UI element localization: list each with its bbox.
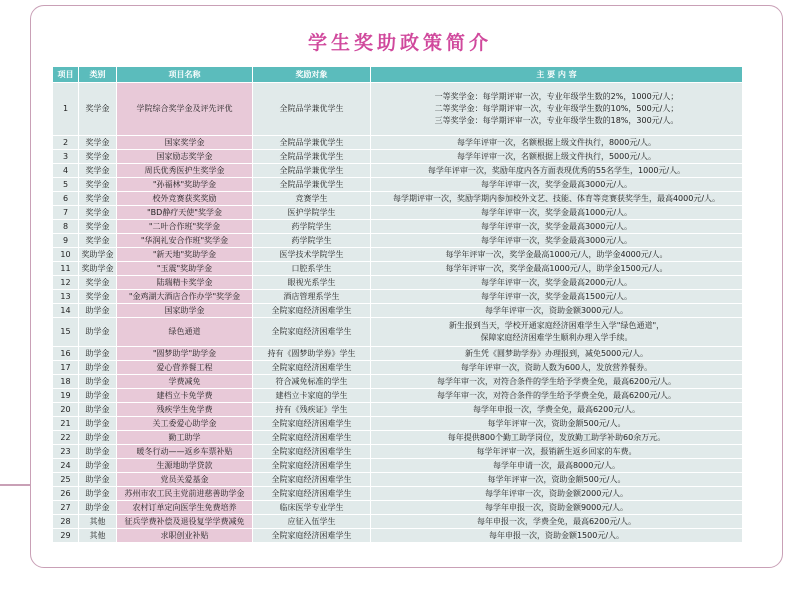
- content-line: 每学年评审一次，奖学金最高3000元/人。: [480, 179, 633, 189]
- cell-target: 眼视光系学生: [253, 276, 371, 290]
- cell-category: 其他: [79, 529, 117, 543]
- cell-content: [371, 220, 743, 234]
- cell-project-name: 求职创业补贴: [117, 529, 253, 543]
- table-row: [53, 206, 743, 220]
- cell-category: 奖学金: [79, 136, 117, 150]
- cell-project-name: 爱心营养餐工程: [117, 361, 253, 375]
- table-row: [53, 515, 743, 529]
- cell-target: 全院家庭经济困难学生: [253, 473, 371, 487]
- cell-category: 奖学金: [79, 220, 117, 234]
- table-row: [53, 262, 743, 276]
- content-line: 每学年申报一次，学费全免，最高6200元/人。: [472, 404, 641, 414]
- cell-project-name: 残疾学生免学费: [117, 403, 253, 417]
- cell-target: 全院家庭经济困难学生: [253, 529, 371, 543]
- cell-content: [371, 234, 743, 248]
- table-row: [53, 417, 743, 431]
- header-no: 项目: [53, 67, 79, 83]
- content-line: 一等奖学金：每学期评审一次，专业年级学生数的2%，1000元/人；: [434, 92, 679, 101]
- cell-target: 全院品学兼优学生: [253, 164, 371, 178]
- cell-content: [371, 318, 743, 347]
- cell-project-name: "新天地"奖助学金: [117, 248, 253, 262]
- content-line: 每学年评审一次，奖学金最高1500元/人。: [480, 291, 633, 301]
- cell-project-name: 征兵学费补偿及退役复学学费减免: [117, 515, 253, 529]
- cell-content: [371, 389, 743, 403]
- table-row: [53, 445, 743, 459]
- cell-content: [371, 375, 743, 389]
- cell-target: 临床医学专业学生: [253, 501, 371, 515]
- cell-content: [371, 459, 743, 473]
- content-line: 每年申报一次，资助金额1500元/人。: [488, 530, 625, 540]
- cell-category: 奖学金: [79, 276, 117, 290]
- cell-target: 医护学院学生: [253, 206, 371, 220]
- cell-no: 24: [53, 459, 79, 473]
- cell-content: [371, 361, 743, 375]
- cell-no: 7: [53, 206, 79, 220]
- page-title: 学生奖助政策简介: [307, 32, 492, 54]
- cell-no: 21: [53, 417, 79, 431]
- cell-no: 25: [53, 473, 79, 487]
- cell-target: 全院家庭经济困难学生: [253, 459, 371, 473]
- content-line: 每学年申报一次，资助金额9000元/人。: [484, 502, 629, 512]
- cell-category: 奖学金: [79, 83, 117, 136]
- content-line: 每学年评审一次，名额根据上级文件执行，5000元/人。: [456, 151, 657, 161]
- cell-project-name: 学院综合奖学金及评先评优: [117, 83, 253, 136]
- content-line: 三等奖学金：每学期评审一次，专业年级学生数的18%，300元/人。: [434, 116, 679, 125]
- content-line: 每年提供800个勤工助学岗位，发放勤工助学补助60余万元。: [447, 432, 666, 442]
- cell-category: 奖助学金: [79, 262, 117, 276]
- cell-content: [371, 136, 743, 150]
- cell-content: [371, 431, 743, 445]
- cell-project-name: 党员关爱基金: [117, 473, 253, 487]
- cell-content: [371, 164, 743, 178]
- table-row: [53, 473, 743, 487]
- cell-content: [371, 248, 743, 262]
- cell-target: 全院品学兼优学生: [253, 136, 371, 150]
- cell-project-name: 勤工助学: [117, 431, 253, 445]
- content-line: 每学年评审一次，报销新生返乡回家的车费。: [476, 446, 637, 456]
- content-line: 新生报到当天，学校开通家庭经济困难学生入学"绿色通道"，: [448, 321, 665, 330]
- cell-project-name: 国家奖学金: [117, 136, 253, 150]
- cell-no: 3: [53, 150, 79, 164]
- cell-category: 助学金: [79, 389, 117, 403]
- cell-no: 29: [53, 529, 79, 543]
- cell-category: 助学金: [79, 459, 117, 473]
- content-line: 每学年评审一次，奖学金最高1000元/人，助学金1500元/人。: [445, 263, 668, 273]
- cell-project-name: "二叶合作班"奖学金: [117, 220, 253, 234]
- cell-no: 9: [53, 234, 79, 248]
- cell-no: 27: [53, 501, 79, 515]
- cell-target: 口腔系学生: [253, 262, 371, 276]
- cell-no: 14: [53, 304, 79, 318]
- cell-content: [371, 178, 743, 192]
- cell-content: [371, 192, 743, 206]
- cell-target: 符合减免标准的学生: [253, 375, 371, 389]
- cell-target: 全院家庭经济困难学生: [253, 417, 371, 431]
- cell-category: 奖学金: [79, 234, 117, 248]
- cell-category: 助学金: [79, 403, 117, 417]
- table-row: [53, 234, 743, 248]
- cell-no: 23: [53, 445, 79, 459]
- table-row: [53, 220, 743, 234]
- cell-no: 20: [53, 403, 79, 417]
- cell-no: 22: [53, 431, 79, 445]
- table-row: [53, 150, 743, 164]
- cell-no: 19: [53, 389, 79, 403]
- cell-project-name: 国家励志奖学金: [117, 150, 253, 164]
- content-line: 每学年评审一次，奖学金最高2000元/人。: [480, 277, 633, 287]
- cell-category: 奖助学金: [79, 248, 117, 262]
- cell-target: 全院品学兼优学生: [253, 150, 371, 164]
- table-row: [53, 487, 743, 501]
- cell-project-name: "玉震"奖助学金: [117, 262, 253, 276]
- cell-project-name: 建档立卡免学费: [117, 389, 253, 403]
- cell-project-name: 校外竞赛获奖奖励: [117, 192, 253, 206]
- cell-project-name: 农村订单定向医学生免费培养: [117, 501, 253, 515]
- table-row: [53, 83, 743, 136]
- policy-table: [52, 66, 743, 543]
- cell-category: 奖学金: [79, 290, 117, 304]
- cell-category: 助学金: [79, 417, 117, 431]
- cell-category: 其他: [79, 515, 117, 529]
- cell-category: 助学金: [79, 361, 117, 375]
- cell-content: [371, 262, 743, 276]
- cell-content: [371, 304, 743, 318]
- table-row: [53, 178, 743, 192]
- table-row: [53, 248, 743, 262]
- content-line: 每学年评审一次，名额根据上级文件执行，8000元/人。: [456, 137, 657, 147]
- cell-target: 全院家庭经济困难学生: [253, 431, 371, 445]
- cell-content: [371, 290, 743, 304]
- table-row: [53, 403, 743, 417]
- content-line: 新生凭《圆梦助学券》办理报到，减免5000元/人。: [464, 348, 649, 358]
- cell-category: 助学金: [79, 473, 117, 487]
- cell-category: 助学金: [79, 445, 117, 459]
- table-row: [53, 290, 743, 304]
- content-line: 每学年评审一次，奖学金最高3000元/人。: [480, 221, 633, 231]
- table-row: [53, 318, 743, 347]
- content-line: 二等奖学金：每学期评审一次，专业年级学生数的10%，500元/人；: [434, 104, 679, 113]
- cell-project-name: 周氏优秀医护生奖学金: [117, 164, 253, 178]
- cell-no: 28: [53, 515, 79, 529]
- cell-no: 12: [53, 276, 79, 290]
- content-line: 每学年审一次，对符合条件的学生给予学费全免，最高6200元/人。: [436, 376, 677, 386]
- cell-project-name: "金鸡湖大酒店合作办学"奖学金: [117, 290, 253, 304]
- cell-category: 奖学金: [79, 164, 117, 178]
- content-line: 每学年评审一次，资助金额500元/人。: [487, 474, 626, 484]
- cell-no: 8: [53, 220, 79, 234]
- cell-project-name: "圆梦助学"助学金: [117, 347, 253, 361]
- content-line: 每学年评审一次，资助金额500元/人。: [487, 418, 626, 428]
- cell-category: 奖学金: [79, 150, 117, 164]
- cell-content: [371, 473, 743, 487]
- cell-category: 助学金: [79, 347, 117, 361]
- cell-target: 医学技术学院学生: [253, 248, 371, 262]
- table-row: [53, 501, 743, 515]
- cell-project-name: "BD静疗天使"奖学金: [117, 206, 253, 220]
- cell-content: [371, 403, 743, 417]
- cell-content: [371, 515, 743, 529]
- content-line: 每学年评审一次，奖学金最高1000元/人。: [480, 207, 633, 217]
- cell-target: 全院家庭经济困难学生: [253, 318, 371, 347]
- content-line: 每学年审一次，对符合条件的学生给予学费全免，最高6200元/人。: [436, 390, 677, 400]
- cell-category: 助学金: [79, 318, 117, 347]
- cell-no: 2: [53, 136, 79, 150]
- content-line: 每学年评审一次，资助金额3000元/人。: [484, 305, 629, 315]
- table-row: [53, 136, 743, 150]
- decorative-line: [0, 484, 31, 486]
- header-project-name: 项目名称: [117, 67, 253, 83]
- cell-no: 11: [53, 262, 79, 276]
- cell-content: [371, 417, 743, 431]
- content-line: 每学年评审一次，奖励年度内各方面表现优秀的55名学生，1000元/人。: [427, 165, 686, 175]
- table-row: [53, 192, 743, 206]
- table-body: [53, 83, 743, 543]
- cell-content: [371, 501, 743, 515]
- content-line: 每学年申请一次，最高8000元/人。: [492, 460, 621, 470]
- cell-content: [371, 83, 743, 136]
- cell-content: [371, 150, 743, 164]
- cell-project-name: 生源地助学贷款: [117, 459, 253, 473]
- content-line: 每学年评审一次，奖学金最高3000元/人。: [480, 235, 633, 245]
- cell-no: 5: [53, 178, 79, 192]
- table-row: [53, 375, 743, 389]
- cell-target: 持有《残疾证》学生: [253, 403, 371, 417]
- cell-category: 助学金: [79, 501, 117, 515]
- table-row: [53, 347, 743, 361]
- cell-target: 全院家庭经济困难学生: [253, 445, 371, 459]
- content-line: 每学年评审一次，资助人数为600人，发放营养餐券。: [460, 362, 653, 372]
- header-target: 奖励对象: [253, 67, 371, 83]
- cell-content: [371, 529, 743, 543]
- cell-target: 全院家庭经济困难学生: [253, 304, 371, 318]
- cell-content: [371, 347, 743, 361]
- table-row: [53, 276, 743, 290]
- cell-target: 全院品学兼优学生: [253, 83, 371, 136]
- cell-target: 药学院学生: [253, 234, 371, 248]
- cell-project-name: 暖冬行动——返乡车票补贴: [117, 445, 253, 459]
- table-row: [53, 164, 743, 178]
- cell-project-name: "孙福林"奖助学金: [117, 178, 253, 192]
- content-line: 每学期评审一次，奖励学期内参加校外文艺、技能、体育等竞赛获奖学生，最高4000元/人。: [392, 193, 721, 203]
- cell-no: 15: [53, 318, 79, 347]
- cell-target: 竞赛学生: [253, 192, 371, 206]
- table-header-row: [53, 67, 743, 83]
- cell-category: 助学金: [79, 487, 117, 501]
- content-line: 每年申报一次，学费全免，最高6200元/人。: [476, 516, 637, 526]
- cell-target: 建档立卡家庭的学生: [253, 389, 371, 403]
- cell-category: 助学金: [79, 431, 117, 445]
- table-row: [53, 389, 743, 403]
- cell-target: 药学院学生: [253, 220, 371, 234]
- cell-no: 26: [53, 487, 79, 501]
- cell-no: 10: [53, 248, 79, 262]
- cell-target: 持有《圆梦助学券》学生: [253, 347, 371, 361]
- cell-category: 助学金: [79, 304, 117, 318]
- table-row: [53, 361, 743, 375]
- table-row: [53, 431, 743, 445]
- cell-no: 16: [53, 347, 79, 361]
- cell-project-name: 学费减免: [117, 375, 253, 389]
- cell-category: 奖学金: [79, 178, 117, 192]
- content-line: 每学年评审一次，奖学金最高1000元/人，助学金4000元/人。: [445, 249, 668, 259]
- cell-project-name: 关工委爱心助学金: [117, 417, 253, 431]
- cell-category: 助学金: [79, 375, 117, 389]
- table-row: [53, 529, 743, 543]
- cell-content: [371, 487, 743, 501]
- cell-project-name: "华润礼安合作班"奖学金: [117, 234, 253, 248]
- cell-target: 酒店管理系学生: [253, 290, 371, 304]
- cell-no: 1: [53, 83, 79, 136]
- cell-no: 17: [53, 361, 79, 375]
- content-line: 保障家庭经济困难学生顺利办理入学手续。: [480, 333, 633, 342]
- content-line: 每学年评审一次，资助金额2000元/人。: [484, 488, 629, 498]
- cell-no: 18: [53, 375, 79, 389]
- cell-project-name: 苏州市农工民主党前进慈善助学金: [117, 487, 253, 501]
- header-category: 类别: [79, 67, 117, 83]
- cell-project-name: 国家助学金: [117, 304, 253, 318]
- cell-content: [371, 445, 743, 459]
- cell-content: [371, 276, 743, 290]
- header-content: 主 要 内 容: [371, 67, 743, 83]
- cell-no: 4: [53, 164, 79, 178]
- cell-no: 13: [53, 290, 79, 304]
- table-row: [53, 304, 743, 318]
- cell-content: [371, 206, 743, 220]
- cell-category: 奖学金: [79, 206, 117, 220]
- cell-target: 全院家庭经济困难学生: [253, 487, 371, 501]
- cell-project-name: 绿色通道: [117, 318, 253, 347]
- table-row: [53, 459, 743, 473]
- cell-project-name: 陆瑞精卡奖学金: [117, 276, 253, 290]
- cell-target: 应征入伍学生: [253, 515, 371, 529]
- cell-target: 全院家庭经济困难学生: [253, 361, 371, 375]
- cell-category: 奖学金: [79, 192, 117, 206]
- cell-target: 全院品学兼优学生: [253, 178, 371, 192]
- cell-no: 6: [53, 192, 79, 206]
